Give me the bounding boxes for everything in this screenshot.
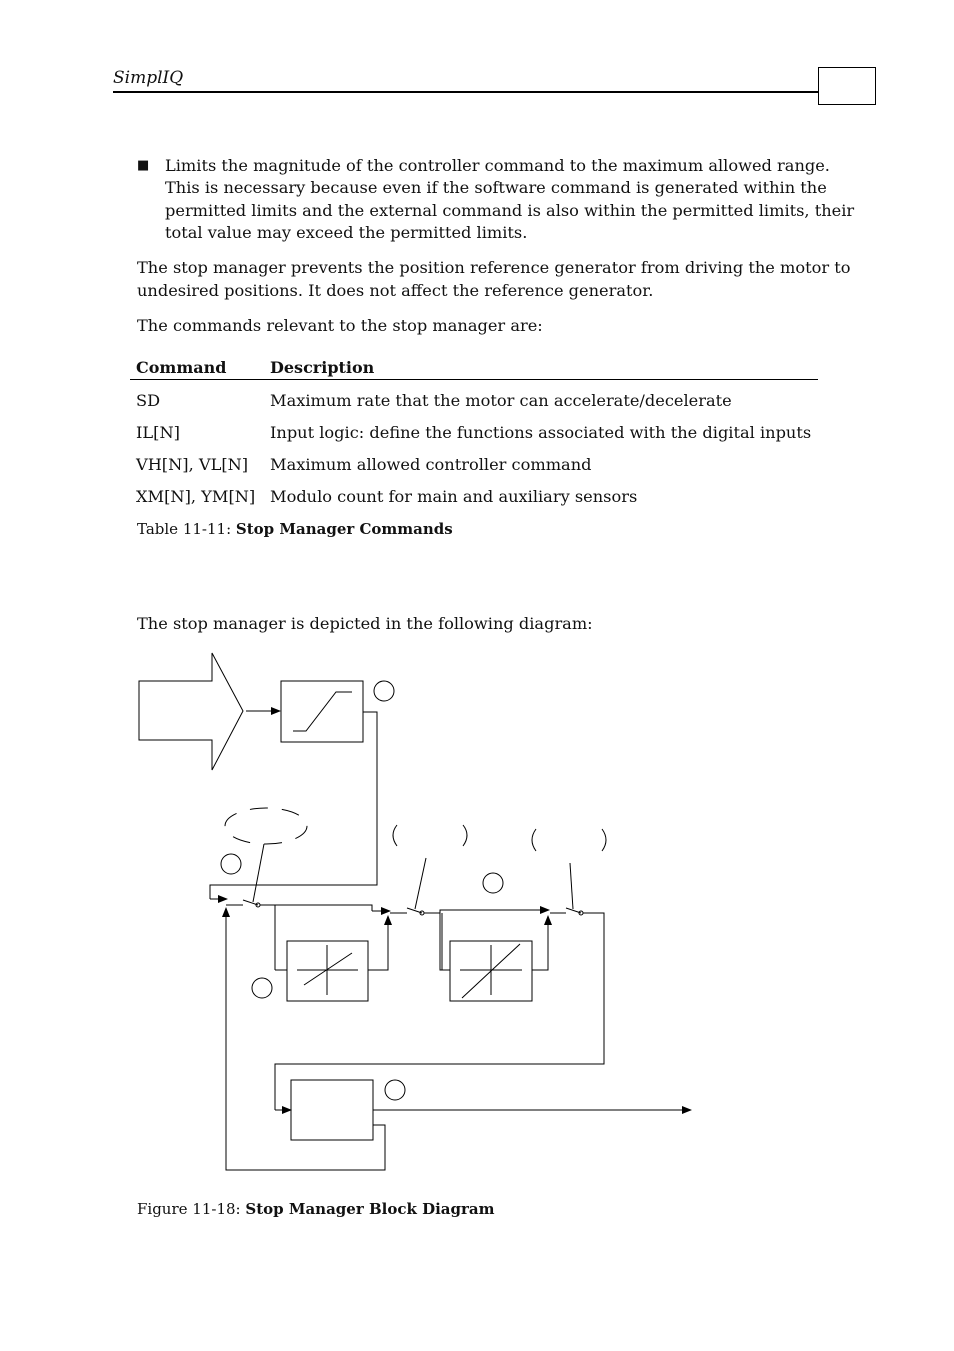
signal-line xyxy=(424,910,533,913)
table-cell-description: Modulo count for main and auxiliary sensors xyxy=(270,487,638,506)
paragraph-1-line-1: The stop manager prevents the position reference generator from driving the motor to xyxy=(137,258,851,277)
paren-left xyxy=(393,825,397,846)
bullet-marker: ■ xyxy=(137,158,150,173)
marker-circle xyxy=(221,854,241,874)
switch-lever xyxy=(415,858,426,909)
table-caption-prefix: Table 11-11: xyxy=(137,520,236,538)
paragraph-2: The commands relevant to the stop manager are: xyxy=(137,316,543,335)
rate-limiter-block xyxy=(281,681,363,742)
table-cell-command: SD xyxy=(136,391,161,410)
table-cell-command: IL[N] xyxy=(136,423,180,442)
bullet-line-3: permitted limits and the external command is also within the permitted limits, their xyxy=(165,201,855,220)
switch-blade xyxy=(566,908,581,913)
table-header-command: Command xyxy=(136,358,227,377)
limiter-symbol-1 xyxy=(297,945,358,995)
table-header-description: Description xyxy=(270,358,375,377)
table-cell-command: VH[N], VL[N] xyxy=(136,455,249,474)
limiter-symbol-2 xyxy=(460,944,522,998)
marker-circle xyxy=(483,873,503,893)
input-block-arrow xyxy=(139,653,243,770)
bullet-line-1: Limits the magnitude of the controller command to the maximum allowed range. xyxy=(165,156,830,175)
marker-circle xyxy=(252,978,272,998)
figure-caption xyxy=(137,1200,494,1218)
signal-line xyxy=(368,918,388,970)
signal-line xyxy=(260,905,372,911)
switch-blade xyxy=(407,908,422,913)
table-cell-command: XM[N], YM[N] xyxy=(136,487,256,506)
marker-circle xyxy=(374,681,394,701)
switch-lever xyxy=(570,863,573,909)
table-cell-description: Maximum rate that the motor can accelerate/decelerate xyxy=(270,391,732,410)
feedback-line xyxy=(226,920,385,1170)
table-caption-title: Stop Manager Commands xyxy=(235,520,453,538)
input-ellipse xyxy=(225,808,307,844)
signal-line xyxy=(532,918,548,970)
running-header-title: SimplIQ xyxy=(113,68,184,88)
paragraph-1-line-2: undesired positions. It does not affect the reference generator. xyxy=(137,281,654,300)
bullet-line-4: total value may exceed the permitted limits. xyxy=(165,223,528,242)
paragraph-3: The stop manager is depicted in the following diagram: xyxy=(137,614,593,633)
switch-lever xyxy=(253,844,264,902)
table-cell-description: Maximum allowed controller command xyxy=(270,455,592,474)
bullet-line-2: This is necessary because even if the software command is generated within the xyxy=(165,178,827,197)
table-cell-description: Input logic: define the functions associated with the digital inputs xyxy=(270,423,812,442)
signal-line xyxy=(210,712,377,899)
paren-right xyxy=(463,825,467,846)
switch-blade xyxy=(243,900,258,905)
figure-caption-prefix: Figure 11-18: xyxy=(137,1200,246,1218)
paren-right xyxy=(602,829,606,851)
marker-circle xyxy=(385,1080,405,1100)
figure-caption-title: Stop Manager Block Diagram xyxy=(245,1200,495,1218)
paren-left xyxy=(532,829,536,851)
output-block xyxy=(291,1080,373,1140)
rate-limiter-symbol xyxy=(293,692,352,731)
